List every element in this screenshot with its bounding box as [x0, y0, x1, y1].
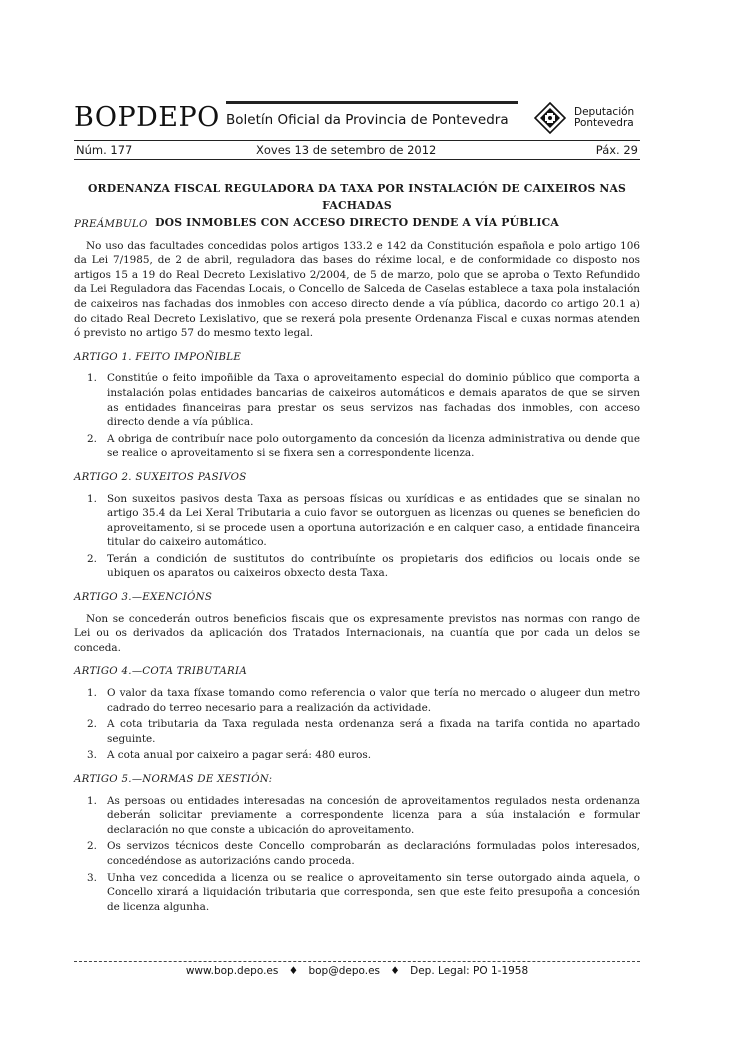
issue-date: Xoves 13 de setembro de 2012 [256, 143, 437, 157]
item-number: 1. [87, 794, 97, 807]
preamble-heading: PREÁMBULO [74, 219, 148, 230]
item-number: 2. [87, 718, 97, 731]
footer-website-link[interactable]: www.bop.depo.es [185, 965, 279, 977]
article-2-list [74, 492, 640, 582]
item-number: 2. [87, 552, 97, 565]
article-3-heading: ARTIGO 3.—EXENCIÓNS [74, 592, 213, 604]
item-text: Unha vez concedida a licenza ou se realice o aproveitamento sin terse outorgado ainda aquela, o Concello xirará a liquidación tributaria que corresponda, sen que este feito presupoña a concesión de licenza algunha. [107, 871, 640, 913]
item-text: As persoas ou entidades interesadas na concesión de aproveitamentos regulados nesta ordenanza deberán solicitar previamente a correspondente licenza para a súa instalación e formular declaración no que conste a ubicación do aproveitamento. [107, 794, 640, 836]
bopdepo-logo: BOPDEPO [74, 102, 220, 133]
issue-number: Núm. 177 [76, 143, 133, 157]
article-4-heading: ARTIGO 4.—COTA TRIBUTARIA [74, 666, 247, 678]
list-item [74, 552, 640, 581]
page-footer [74, 965, 640, 977]
item-text: A cota tributaria da Taxa regulada nesta ordenanza será a fixada na tarifa contida no apartado seguinte. [107, 718, 640, 745]
ordinance-title-line-1: ORDENANZA FISCAL REGULADORA DA TAXA POR INSTALACIÓN DE CAIXEIROS NAS FACHADAS [87, 182, 627, 212]
list-item [74, 686, 640, 715]
item-number: 2. [87, 840, 97, 853]
footer-separator: ♦ [288, 965, 299, 977]
list-item [74, 492, 640, 550]
item-number: 3. [87, 871, 97, 884]
list-item [74, 871, 640, 915]
article-2-heading: ARTIGO 2. SUXEITOS PASIVOS [74, 471, 247, 483]
item-text: Son suxeitos pasivos desta Taxa as persoas físicas ou xurídicas e as entidades que se sinalan no artigo 35.4 da Lei Xeral Tributaria a cuio favor se outorguen as licenzas ou quenes se beneficien do aproveitamento, si se procede usen a oportuna autorización e en calquer caso, a entidade financeira titular do caixeiro automático. [107, 492, 640, 549]
item-text: Constitúe o feito impoñible da Taxa o aproveitamento especial do dominio público que comporta a instalación polas entidades bancarias de caixeiros automáticos e demais aparatos de que se sirven as entidades financeiras para prestar os seus servizos nas fachadas dos inmobles, con acceso directo dende a vía pública. [107, 372, 640, 429]
item-text: A cota anual por caixeiro a pagar será: 480 euros. [107, 749, 372, 762]
list-item [74, 839, 640, 868]
item-number: 1. [87, 687, 97, 700]
article-5-heading: ARTIGO 5.—NORMAS DE XESTIÓN: [74, 774, 273, 785]
footer-email-link[interactable]: bop@depo.es [308, 965, 381, 977]
page-header [74, 98, 644, 138]
article-3-paragraph: Non se concederán outros beneficios fiscais que os expresamente previstos nas normas con rango de Lei ou os derivados da aplicación dos Tratados Internacionais, na cuantía que por cada un delos se conceda. [74, 612, 640, 654]
deputacion-label [574, 107, 634, 129]
preamble-paragraph: No uso das facultades concedidas polos artigos 133.2 e 142 da Constitución española e polo artigo 106 da Lei 7/1985, de 2 de abril, reguladora das bases do réxime local, e de conformidade co disposto nos artigos 15 a 19 do Real Decreto Lexislativo 2/2004, de 5 de marzo, polo que se aproba o Texto Refundido da Lei Reguladora das Facendas Locais, o Concello de Salceda de Caselas establece a taxa pola instalación de caixeiros nas fachadas dos inmobles con acceso directo dende a vía pública, dacordo co artigo 20.1 a) do citado Real Decreto Lexislativo, que se rexerá pola presente Ordenanza Fiscal e cuxas normas atenden ó previsto no artigo 57 do mesmo texto legal. [74, 239, 640, 340]
item-number: 1. [87, 372, 97, 385]
list-item [74, 717, 640, 746]
issue-bar [74, 140, 640, 160]
deputacion-line-1: Deputación [574, 106, 635, 118]
list-item [74, 748, 640, 763]
deputacion-line-2: Pontevedra [574, 117, 634, 129]
item-text: Terán a condición de sustitutos do contribuínte os propietaris dos edificios ou locais onde se ubiquen os aparatos ou caixeiros obxecto desta Taxa. [107, 552, 640, 580]
deputacion-seal-icon [534, 102, 566, 134]
item-text: O valor da taxa fíxase tomando como referencia o valor que tería no mercado o alugeer dun metro cadrado do terreo necesario para a realización da actividade. [107, 687, 640, 714]
article-1-heading: ARTIGO 1. FEITO IMPOÑIBLE [74, 351, 242, 363]
ordinance-title-line-2: DOS INMOBLES CON ACCESO DIRECTO DENDE A VÍA PÚBLICA [155, 216, 559, 229]
item-text: A obriga de contribuír nace polo outorgamento da concesión da licenza administrativa ou dende que se realice o aproveitamento si se fixera sen a correspondente licenza. [107, 432, 640, 460]
page-number: Páx. 29 [595, 143, 638, 157]
bulletin-title: Boletín Oficial da Provincia de Pontevedra [226, 112, 509, 128]
list-item [74, 794, 640, 838]
footer-legal-deposit: Dep. Legal: PO 1-1958 [410, 965, 529, 977]
list-item [74, 371, 640, 429]
list-item [74, 432, 640, 461]
footer-rule [74, 961, 640, 962]
item-text: Os servizos técnicos deste Concello comprobarán as declaracións formuladas polos interesados, concedéndose as autorizacións cando proceda. [107, 840, 640, 867]
document-body [74, 218, 640, 924]
header-rule [226, 101, 518, 104]
item-number: 2. [87, 432, 97, 445]
footer-separator: ♦ [390, 965, 400, 977]
article-1-list [74, 371, 640, 461]
item-number: 3. [87, 749, 97, 762]
article-5-list [74, 794, 640, 915]
item-number: 1. [87, 492, 97, 505]
article-4-list [74, 686, 640, 763]
